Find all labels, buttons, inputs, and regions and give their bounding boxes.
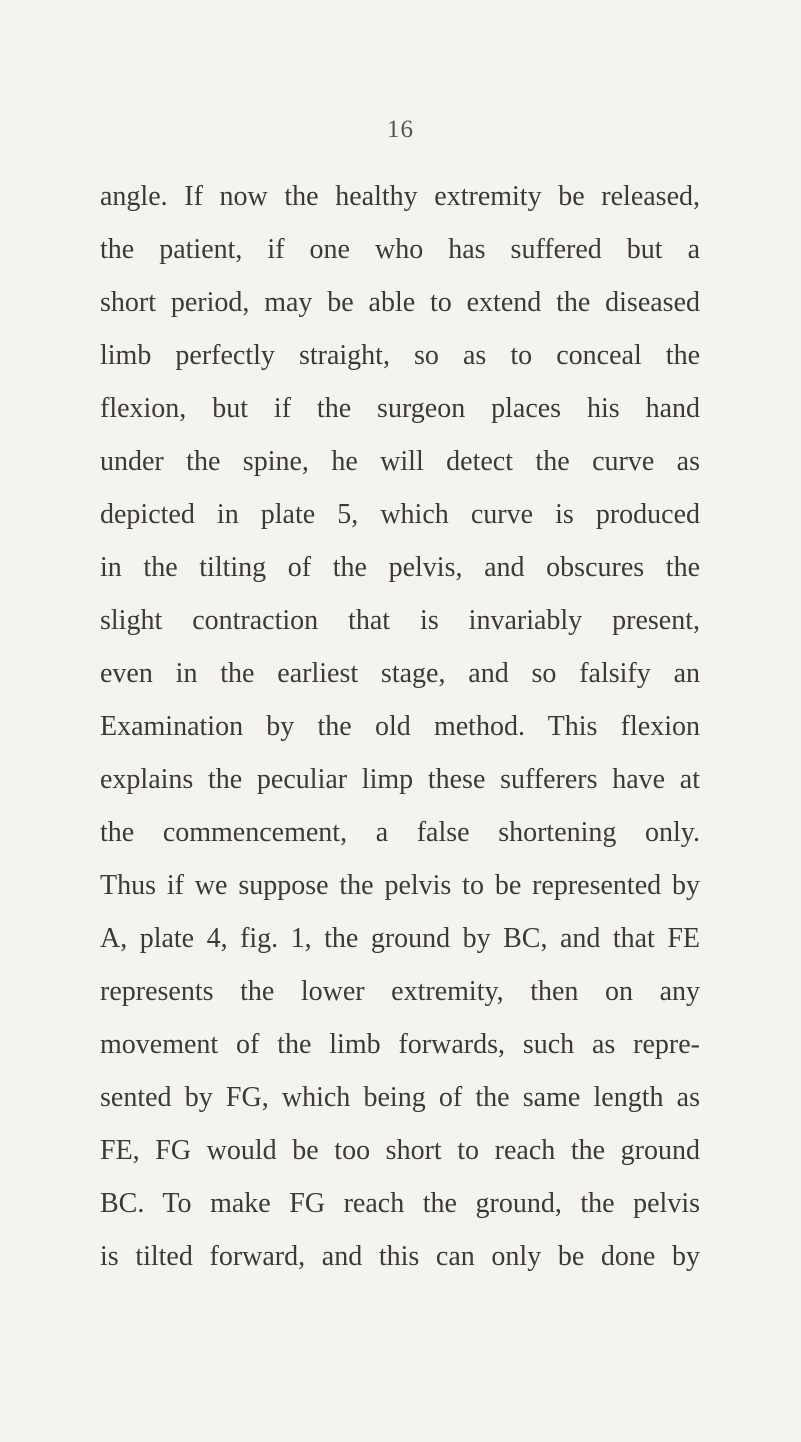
text-line: FE, FG would be too short to reach the ground (100, 1135, 700, 1166)
text-line: Examination by the old method. This flexion (100, 711, 700, 742)
text-line: limb perfectly straight, so as to conceal the (100, 340, 700, 371)
text-line: slight contraction that is invariably present, (100, 605, 700, 636)
text-line: under the spine, he will detect the curve as (100, 446, 700, 477)
text-line: angle. If now the healthy extremity be released, (100, 181, 700, 212)
text-line: sented by FG, which being of the same length as (100, 1082, 700, 1113)
text-line: is tilted forward, and this can only be done by (100, 1241, 700, 1272)
text-line: BC. To make FG reach the ground, the pelvis (100, 1188, 700, 1219)
text-line: short period, may be able to extend the diseased (100, 287, 700, 318)
text-line: in the tilting of the pelvis, and obscures the (100, 552, 700, 583)
text-line: flexion, but if the surgeon places his hand (100, 393, 700, 424)
text-line: depicted in plate 5, which curve is produced (100, 499, 700, 530)
text-line: represents the lower extremity, then on any (100, 976, 700, 1007)
text-line: movement of the limb forwards, such as repre- (100, 1029, 700, 1060)
text-line: explains the peculiar limp these sufferers have at (100, 764, 700, 795)
text-line: the commencement, a false shortening only. (100, 817, 700, 848)
page-number: 16 (387, 116, 414, 143)
body-paragraph (100, 170, 700, 1283)
text-line: A, plate 4, fig. 1, the ground by BC, and that FE (100, 923, 700, 954)
text-line: the patient, if one who has suffered but a (100, 234, 700, 265)
text-line: Thus if we suppose the pelvis to be represented by (100, 870, 700, 901)
text-line: even in the earliest stage, and so falsify an (100, 658, 700, 689)
